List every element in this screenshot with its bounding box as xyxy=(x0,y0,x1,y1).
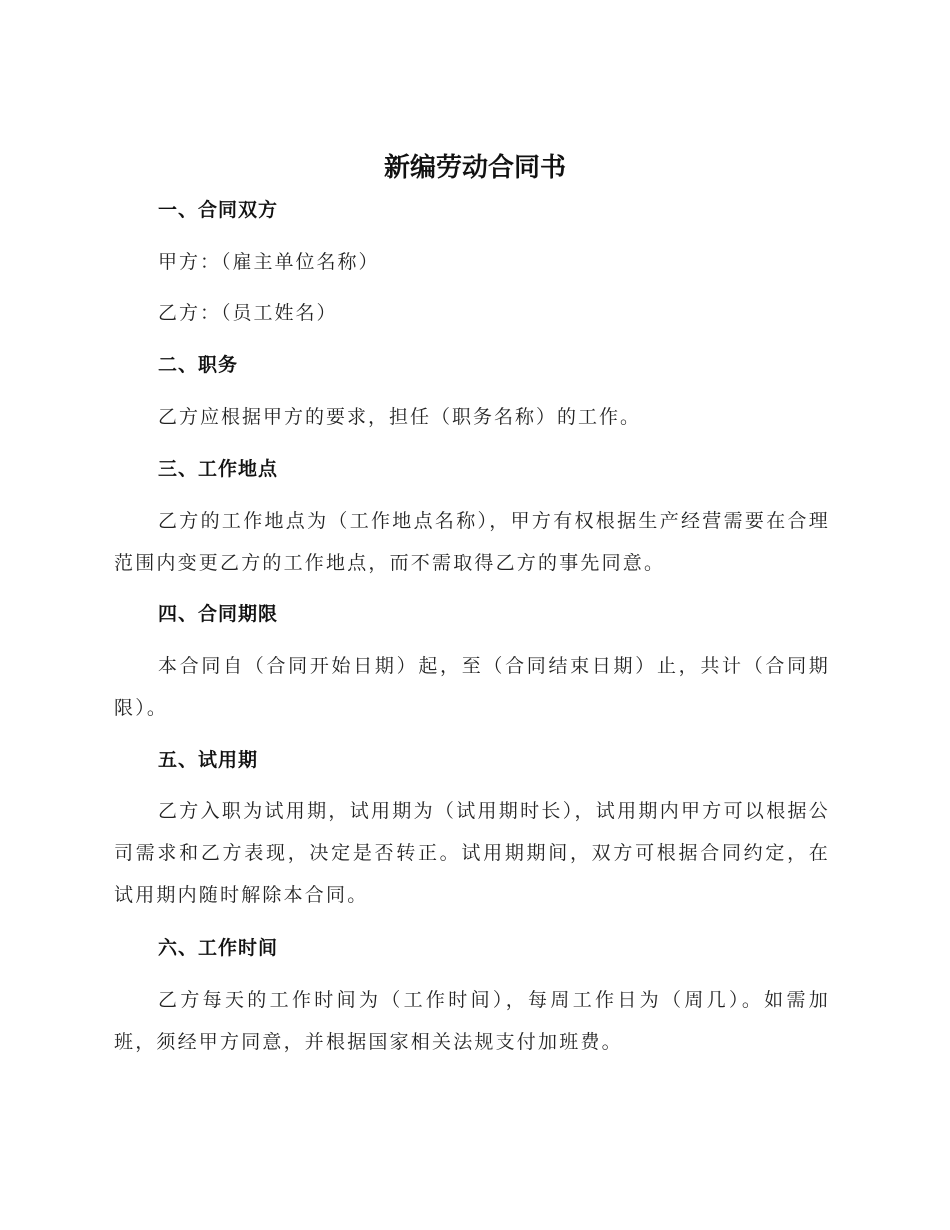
section-heading-parties: 一、合同双方 xyxy=(158,199,279,221)
section-heading-position: 二、职务 xyxy=(158,354,239,376)
section-heading-location: 三、工作地点 xyxy=(158,458,279,480)
section-heading-probation: 五、试用期 xyxy=(158,749,259,771)
document-title: 新编劳动合同书 xyxy=(383,153,566,183)
position-text: 乙方应根据甲方的要求，担任（职务名称）的工作。 xyxy=(158,406,642,428)
hours-text: 乙方每天的工作时间为（工作时间），每周工作日为（周几）。如需加班，须经甲方同意，并根据国家相关法规支付加班费。 xyxy=(114,989,830,1053)
section-heading-hours: 六、工作时间 xyxy=(158,937,279,959)
term-text: 本合同自（合同开始日期）起，至（合同结束日期）止，共计（合同期限）。 xyxy=(114,655,830,719)
party-b-line: 乙方：（员工姓名） xyxy=(158,302,338,324)
location-text: 乙方的工作地点为（工作地点名称），甲方有权根据生产经营需要在合理范围内变更乙方的工作地点，而不需取得乙方的事先同意。 xyxy=(114,510,830,574)
probation-text: 乙方入职为试用期，试用期为（试用期时长），试用期内甲方可以根据公司需求和乙方表现，决定是否转正。试用期期间，双方可根据合同约定，在试用期内随时解除本合同。 xyxy=(114,800,830,906)
party-a-line: 甲方：（雇主单位名称） xyxy=(158,251,380,273)
section-heading-term: 四、合同期限 xyxy=(158,603,279,625)
